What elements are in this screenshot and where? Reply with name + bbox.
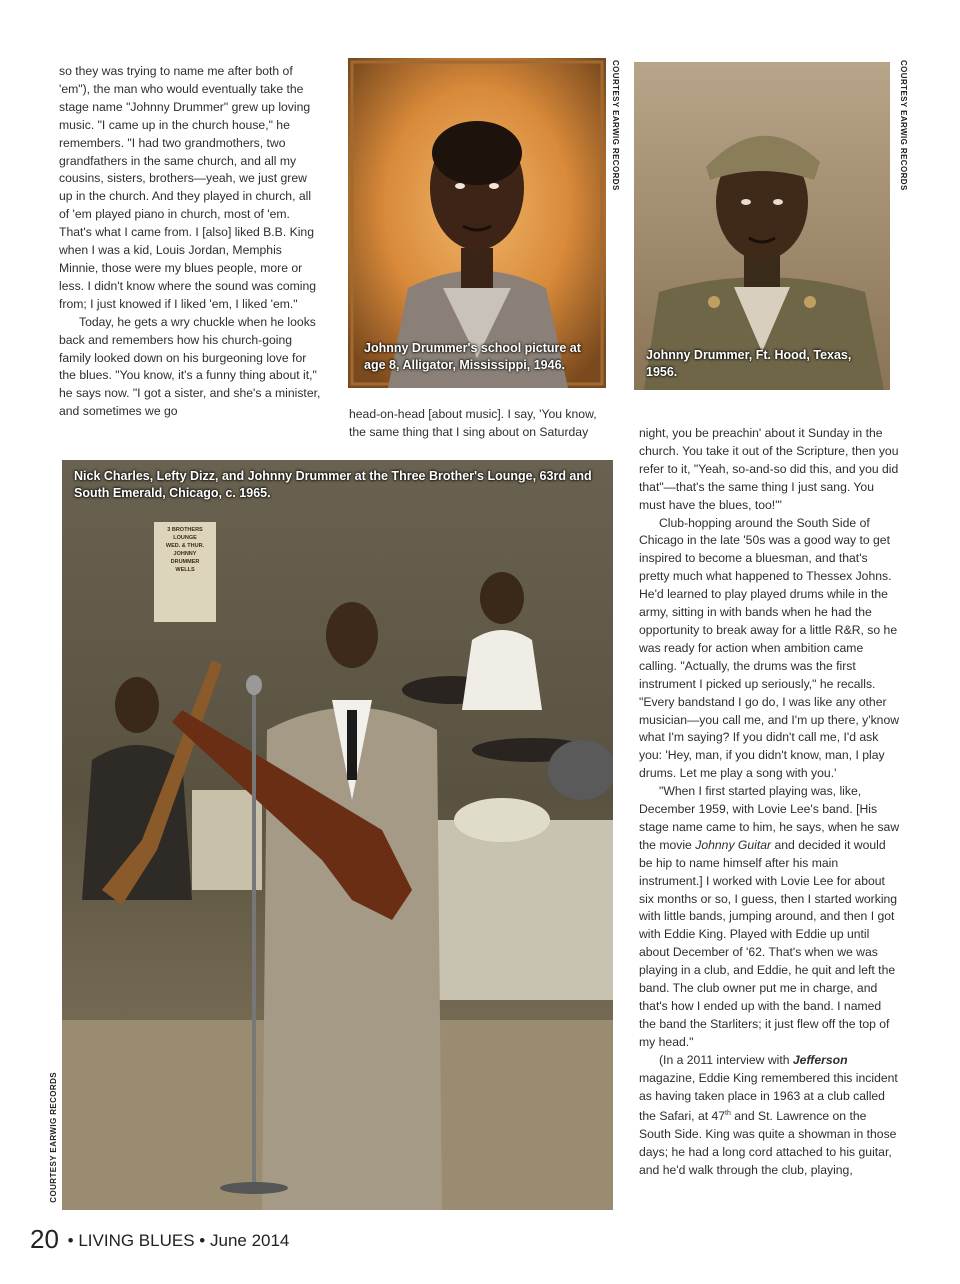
- school-photo-credit: COURTESY EARWIG RECORDS: [611, 60, 620, 191]
- column-2-text: head-on-head [about music]. I say, 'You know, the same thing that I sing about on Saturday: [349, 407, 597, 439]
- paragraph: so they was trying to name me after both of 'em"), the man who would eventually take the stage name "Johnny Drummer" grew up loving music. "I came up in the church house," he remembers. "I had two grandmothers, two grandfathers in the same church, and all my cousins, sisters, brothers—yeah, we just grew up in the church. And they played in church, all of 'em played piano in church, most of 'em. That's what I came from. I [also] liked B.B. King when I was a kid, Louis Jordan, Memphis Minnie, those were my blues people, more or less. I didn't know where the sound was coming from; I just knowed if I liked 'em, I liked 'em.": [59, 64, 317, 311]
- band-photo-image: [62, 460, 613, 1210]
- column-1-text: [59, 63, 321, 421]
- school-photo-caption: Johnny Drummer's school picture at age 8, Alligator, Mississippi, 1946.: [364, 341, 581, 372]
- paragraph: Today, he gets a wry chuckle when he looks back and remembers how his church-going family looked down on his burgeoning love for the blues. "You know, it's a funny thing about it," he says now. "I got a sister, and she's a minister, and sometimes we go: [59, 314, 321, 419]
- band-photo: [62, 460, 613, 1210]
- paragraph: "When I first started playing was, like, December 1959, with Lovie Lee's band. [His stage name came to him, he says, when he saw the movie Johnny Guitar and decided it would be hip to name himself after his main instrument.] I worked with Lovie Lee for about six months or so, I guess, then I started working with little bands, jumping around, and then I got with Eddie King. Played with Eddie up until about December of '62. That's when we was playing in a club, and Eddie, he quit and left the band. The club owner put me in charge, and that's how I ended up with the band. I named the band the Starliters; it just flew off the top of my head.": [639, 784, 900, 1049]
- paragraph: (In a 2011 interview with Jefferson magazine, Eddie King remembered this incident as having taken place in 1963 at a club called the Safari, at 47th and St. Lawrence on the South Side. King was quite a showman in those days; he had a long cord attached to his guitar, and he'd walk through the club, playing,: [639, 1052, 898, 1178]
- band-photo-caption: Nick Charles, Lefty Dizz, and Johnny Drummer at the Three Brother's Lounge, 63rd and South Emerald, Chicago, c. 1965.: [74, 469, 592, 500]
- page-number: 20: [30, 1224, 59, 1254]
- band-photo-credit: COURTESY EARWIG RECORDS: [49, 1072, 58, 1203]
- school-photo: [348, 58, 606, 388]
- magazine-title: Jefferson: [792, 1052, 848, 1067]
- magazine-name: LIVING BLUES: [78, 1231, 195, 1250]
- paragraph: Club-hopping around the South Side of Chicago in the late '50s was a good way to get inspired to become a bluesman, and that's pretty much what happened to Thessex Johns. He'd learned to play played drums while in the army, sitting in with bands when he had the opportunity to break away for a little R&R, so he was ready for action when ambition came calling. "Actually, the drums was the first instrument I picked up seriously," he recalls. "Every bandstand I go do, I was like any other musician—you call me, and I'm up there, y'know what I'm saying? If you didn't call me, I'd ask you: 'Hey, man, if you didn't know, man, I play drums. Let me play a song with you.': [639, 515, 900, 781]
- paragraph: night, you be preachin' about it Sunday in the church. You take it out of the Scripture, then you refer to it, "Yeah, so-and-so did this, and you did that"—that's the same thing I just sang. You must have the blues, too!'": [639, 426, 899, 512]
- issue-date: June 2014: [209, 1231, 290, 1250]
- page-footer: 20 • LIVING BLUES • June 2014: [30, 1224, 290, 1254]
- column-3-text: [639, 425, 901, 1180]
- band-poster-text: 3 BROTHERS LOUNGE WED. & THUR. JOHNNY DRUMMER WELLS: [165, 527, 205, 573]
- school-photo-image: [348, 58, 606, 388]
- army-photo: [634, 62, 890, 390]
- army-photo-credit: COURTESY EARWIG RECORDS: [899, 60, 908, 191]
- army-photo-caption: Johnny Drummer, Ft. Hood, Texas, 1956.: [646, 348, 852, 379]
- army-photo-image: [634, 62, 890, 390]
- movie-title: Johnny Guitar: [695, 837, 772, 852]
